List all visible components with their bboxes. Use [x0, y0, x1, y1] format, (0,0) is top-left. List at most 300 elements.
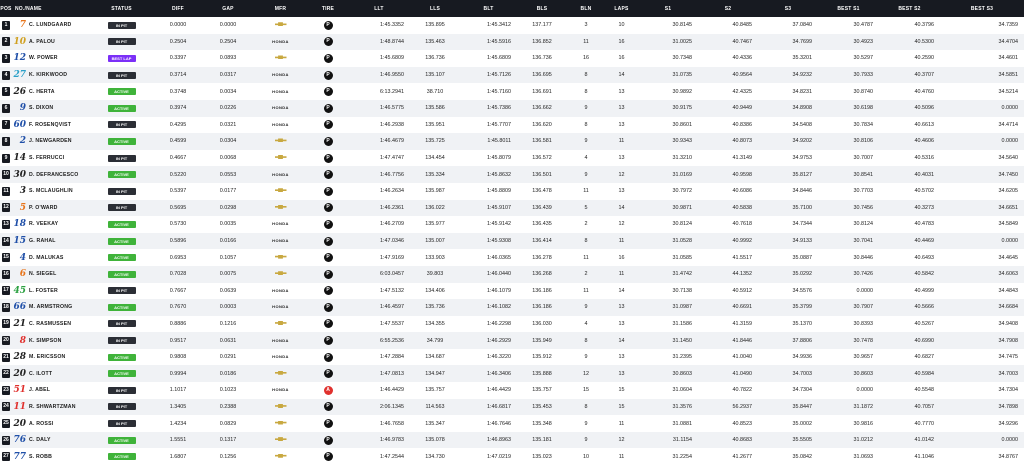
status-cell [90, 349, 153, 366]
sector1-cell: 30.8603 [672, 370, 692, 377]
best-sector1-cell: 30.7007 [853, 155, 873, 162]
status-badge: ACTIVE [108, 304, 136, 311]
gap-cell: 0.1216 [219, 320, 237, 327]
table-row[interactable] [0, 316, 1024, 333]
driver-name[interactable]: C. ILOTT [29, 370, 53, 377]
position-cell [0, 266, 12, 283]
gap-cell: 0.0321 [219, 121, 237, 128]
manufacturer-cell [253, 448, 308, 465]
sector2-cell: 40.4336 [732, 55, 752, 62]
driver-cell [12, 316, 90, 333]
diff-cell: 0.5397 [169, 188, 187, 195]
manufacturer-cell [253, 332, 308, 349]
position-cell [0, 316, 12, 333]
column-header-bls[interactable]: BLS [536, 5, 548, 12]
position-cell [0, 34, 12, 51]
table-row[interactable] [0, 67, 1024, 84]
primary-tire-icon: P [324, 21, 333, 30]
best-sector2-cell: 40.5300 [914, 38, 934, 45]
position-cell [0, 216, 12, 233]
driver-name[interactable]: M. ARMSTRONG [29, 304, 73, 311]
sector3-cell: 34.8446 [792, 188, 812, 195]
column-header-best-s1[interactable]: BEST S1 [837, 5, 860, 12]
best-sector3-cell: 34.4714 [998, 121, 1018, 128]
table-row[interactable] [0, 216, 1024, 233]
position-cell [0, 183, 12, 200]
tire-cell [308, 415, 348, 432]
status-cell [90, 117, 153, 134]
table-row[interactable] [0, 17, 1024, 34]
best-lap-time-cell: 1:47.0219 [487, 453, 511, 460]
table-row[interactable] [0, 283, 1024, 300]
driver-name[interactable]: S. MCLAUGHLIN [29, 188, 73, 195]
sector3-cell: 35.1370 [792, 320, 812, 327]
driver-name[interactable]: M. ERICSSON [29, 354, 66, 361]
sector2-cell: 40.8386 [732, 121, 752, 128]
column-header-pos[interactable]: POS [0, 5, 12, 12]
laps-cell: 11 [618, 238, 625, 245]
table-row[interactable] [0, 349, 1024, 366]
laps-cell: 13 [618, 354, 625, 361]
best-sector1-cell: 30.8124 [853, 221, 873, 228]
best-lap-time-cell: 1:45.8011 [487, 138, 511, 145]
driver-cell [12, 133, 90, 150]
sector1-cell: 30.8145 [672, 22, 692, 29]
position-badge: 9 [2, 154, 10, 163]
last-lap-time-cell: 1:47.9169 [380, 254, 404, 261]
column-header-blt[interactable]: BLT [483, 5, 494, 12]
tire-cell [308, 316, 348, 333]
best-lap-speed-cell: 136.572 [532, 155, 552, 162]
diff-cell: 0.7667 [169, 287, 187, 294]
position-cell [0, 17, 12, 34]
table-row[interactable] [0, 399, 1024, 416]
sector2-cell: 41.5517 [732, 254, 752, 261]
driver-name[interactable]: C. DALY [29, 437, 51, 444]
car-number: 77 [13, 451, 26, 462]
gap-cell: 0.0035 [219, 221, 237, 228]
best-sector1-cell: 31.1872 [853, 403, 873, 410]
table-row[interactable] [0, 117, 1024, 134]
position-badge: 20 [3, 337, 9, 344]
best-lap-number-cell: 9 [584, 304, 588, 311]
table-row[interactable] [0, 365, 1024, 382]
best-sector3-cell: 0.0000 [1001, 238, 1018, 245]
driver-name[interactable]: R. VEEKAY [29, 221, 59, 228]
table-row[interactable] [0, 83, 1024, 100]
sector3-cell: 35.8447 [792, 403, 812, 410]
diff-cell: 0.8886 [169, 320, 187, 327]
driver-name[interactable]: D. DEFRANCESCO [29, 171, 79, 178]
diff-cell: 0.4599 [169, 138, 187, 145]
sector1-cell: 31.3210 [672, 155, 692, 162]
sector2-cell: 40.8523 [732, 420, 752, 427]
driver-name[interactable]: L. FOSTER [29, 287, 58, 294]
best-lap-speed-cell: 135.888 [532, 370, 552, 377]
tire-cell [308, 50, 348, 67]
column-header-laps[interactable]: LAPS [614, 5, 629, 12]
driver-name[interactable]: C. HERTA [29, 88, 55, 95]
sector1-cell: 30.9892 [672, 88, 692, 95]
position-cell [0, 233, 12, 250]
driver-name[interactable]: D. MALUKAS [29, 254, 64, 261]
last-lap-time-cell: 1:46.4679 [380, 138, 404, 145]
diff-cell: 0.5896 [169, 238, 187, 245]
manufacturer-cell [253, 365, 308, 382]
tire-cell [308, 349, 348, 366]
tire-cell [308, 332, 348, 349]
position-badge: 25 [3, 420, 9, 427]
manufacturer-cell [253, 415, 308, 432]
table-row[interactable] [0, 299, 1024, 316]
laps-cell: 15 [618, 403, 625, 410]
best-sector3-cell: 34.7475 [998, 354, 1018, 361]
diff-cell: 0.3714 [169, 72, 187, 79]
gap-cell: 0.0829 [219, 420, 237, 427]
car-number: 9 [19, 103, 26, 114]
car-number: 14 [13, 153, 26, 164]
column-header-bln[interactable]: BLN [580, 5, 592, 12]
status-badge: IN PIT [108, 287, 136, 294]
column-header-gap[interactable]: GAP [222, 5, 234, 12]
table-row[interactable] [0, 249, 1024, 266]
best-lap-speed-cell: 136.620 [532, 121, 552, 128]
honda-logo: HONDA [272, 238, 289, 244]
driver-cell [12, 249, 90, 266]
laps-cell: 11 [618, 453, 625, 460]
best-lap-time-cell: 1:46.3406 [487, 370, 511, 377]
table-row[interactable] [0, 448, 1024, 465]
driver-name[interactable]: S. FERRUCCI [29, 155, 65, 162]
tire-cell [308, 448, 348, 465]
sector1-cell: 31.0585 [672, 254, 692, 261]
position-badge: 3 [2, 54, 10, 63]
best-sector3-cell: 34.7908 [998, 337, 1018, 344]
best-sector2-cell: 40.6990 [914, 337, 934, 344]
best-lap-number-cell: 12 [583, 370, 589, 377]
table-row[interactable] [0, 166, 1024, 183]
last-lap-time-cell: 1:47.4747 [380, 155, 404, 162]
chevrolet-bowtie-icon [275, 205, 287, 209]
best-sector2-cell: 40.5984 [914, 370, 934, 377]
table-row[interactable] [0, 332, 1024, 349]
table-row[interactable] [0, 150, 1024, 167]
laps-cell: 13 [618, 304, 625, 311]
tire-cell [308, 150, 348, 167]
best-lap-speed-cell: 136.691 [532, 88, 552, 95]
table-row[interactable] [0, 382, 1024, 399]
best-lap-time-cell: 1:45.9107 [487, 204, 511, 211]
diff-cell: 0.5695 [169, 204, 187, 211]
tire-cell [308, 432, 348, 449]
laps-cell: 12 [618, 221, 625, 228]
primary-tire-icon: P [324, 187, 333, 196]
driver-name[interactable]: C. RASMUSSEN [29, 320, 72, 327]
manufacturer-cell [253, 117, 308, 134]
status-cell [90, 332, 153, 349]
car-number: 3 [19, 186, 26, 197]
best-sector3-cell: 34.5849 [998, 221, 1018, 228]
chevrolet-bowtie-icon [275, 371, 287, 375]
sector3-cell: 35.5505 [792, 437, 812, 444]
driver-cell [12, 117, 90, 134]
status-badge: ACTIVE [108, 354, 136, 361]
laps-cell: 14 [618, 337, 625, 344]
best-lap-number-cell: 9 [584, 105, 588, 112]
honda-logo: HONDA [272, 387, 289, 393]
honda-logo: HONDA [272, 171, 289, 177]
driver-cell [12, 283, 90, 300]
best-lap-number-cell: 9 [584, 354, 588, 361]
status-badge: IN PIT [108, 72, 136, 79]
diff-cell: 0.7028 [169, 271, 187, 278]
column-header-best-s2[interactable]: BEST S2 [898, 5, 921, 12]
laps-cell: 13 [618, 188, 625, 195]
car-number: 8 [19, 335, 26, 346]
best-lap-number-cell: 2 [584, 221, 588, 228]
best-lap-time-cell: 1:45.8809 [487, 188, 511, 195]
best-sector2-cell: 40.4760 [914, 88, 934, 95]
sector2-cell: 40.9598 [732, 171, 752, 178]
best-lap-speed-cell: 136.501 [532, 171, 552, 178]
primary-tire-icon: P [324, 369, 333, 378]
laps-cell: 14 [618, 72, 625, 79]
best-lap-number-cell: 9 [584, 420, 588, 427]
manufacturer-cell [253, 233, 308, 250]
gap-cell: 0.2504 [219, 38, 237, 45]
manufacturer-cell [253, 67, 308, 84]
diff-cell: 0.6953 [169, 254, 187, 261]
table-row[interactable] [0, 415, 1024, 432]
table-row[interactable] [0, 34, 1024, 51]
gap-cell: 0.1317 [219, 437, 237, 444]
status-cell [90, 166, 153, 183]
driver-name[interactable]: K. KIRKWOOD [29, 72, 68, 79]
car-number: 20 [13, 368, 26, 379]
laps-cell: 16 [618, 55, 625, 62]
table-row[interactable] [0, 233, 1024, 250]
table-body [0, 17, 1024, 465]
best-lap-number-cell: 9 [584, 437, 588, 444]
status-cell [90, 316, 153, 333]
table-row[interactable] [0, 133, 1024, 150]
laps-cell: 13 [618, 121, 625, 128]
diff-cell: 0.5730 [169, 221, 187, 228]
best-sector1-cell: 31.0693 [853, 453, 873, 460]
best-sector3-cell: 34.6205 [998, 188, 1018, 195]
best-lap-time-cell: 1:46.1079 [487, 287, 511, 294]
table-row[interactable] [0, 432, 1024, 449]
driver-name[interactable]: F. ROSENQVIST [29, 121, 72, 128]
best-lap-time-cell: 1:45.7126 [487, 72, 511, 79]
position-cell [0, 67, 12, 84]
best-lap-time-cell: 1:46.7646 [487, 420, 511, 427]
driver-name[interactable]: S. ROBB [29, 453, 53, 460]
status-badge: ACTIVE [108, 105, 136, 112]
laps-cell: 11 [618, 420, 625, 427]
sector1-cell: 31.0025 [672, 38, 692, 45]
status-cell [90, 100, 153, 117]
column-header-mfr[interactable]: MFR [274, 5, 287, 12]
primary-tire-icon: P [324, 402, 333, 411]
best-sector2-cell: 40.4999 [914, 287, 934, 294]
last-lap-speed-cell: 135.007 [425, 238, 445, 245]
primary-tire-icon: P [324, 270, 333, 279]
position-cell [0, 382, 12, 399]
best-lap-number-cell: 11 [583, 38, 589, 45]
position-badge: 24 [3, 403, 9, 410]
sector2-cell: 40.7822 [732, 387, 752, 394]
driver-name[interactable]: A. ROSSI [29, 420, 54, 427]
table-row[interactable] [0, 50, 1024, 67]
car-number: 30 [13, 169, 26, 180]
chevrolet-bowtie-icon [275, 404, 287, 408]
driver-name[interactable]: K. SIMPSON [29, 337, 62, 344]
honda-logo: HONDA [272, 354, 289, 360]
status-cell [90, 415, 153, 432]
manufacturer-cell [253, 183, 308, 200]
status-badge: ACTIVE [108, 238, 136, 245]
table-row[interactable] [0, 100, 1024, 117]
table-row[interactable] [0, 183, 1024, 200]
column-header-s3[interactable]: S3 [784, 5, 792, 12]
best-sector3-cell: 34.4843 [998, 287, 1018, 294]
position-cell [0, 166, 12, 183]
primary-tire-icon: P [324, 170, 333, 179]
position-badge: 15 [3, 254, 9, 261]
sector3-cell: 35.3201 [792, 55, 812, 62]
sector2-cell: 41.3159 [732, 320, 752, 327]
sector2-cell: 40.8683 [732, 437, 752, 444]
best-sector3-cell: 34.7304 [998, 387, 1018, 394]
column-header-lls[interactable]: LLS [429, 5, 441, 12]
sector1-cell: 31.3576 [672, 403, 692, 410]
best-sector1-cell: 30.7041 [853, 238, 873, 245]
best-sector2-cell: 40.7057 [914, 403, 934, 410]
column-header-no-name[interactable]: NO./NAME [15, 5, 42, 12]
diff-cell: 0.3748 [169, 88, 187, 95]
sector1-cell: 31.0169 [672, 171, 692, 178]
driver-cell [12, 34, 90, 51]
driver-name[interactable]: S. DIXON [29, 105, 54, 112]
position-badge: 8 [2, 137, 10, 146]
position-cell [0, 150, 12, 167]
gap-cell: 0.1256 [219, 453, 237, 460]
best-sector2-cell: 40.5096 [914, 105, 934, 112]
gap-cell: 0.0298 [219, 204, 237, 211]
last-lap-speed-cell: 135.107 [425, 72, 445, 79]
best-sector3-cell: 34.4704 [998, 38, 1018, 45]
best-sector3-cell: 34.6063 [998, 271, 1018, 278]
best-lap-number-cell: 11 [583, 287, 589, 294]
column-header-best-s3[interactable]: BEST S3 [970, 5, 994, 12]
last-lap-time-cell: 2:06.1345 [380, 403, 404, 410]
driver-name[interactable]: N. SIEGEL [29, 271, 57, 278]
manufacturer-cell [253, 83, 308, 100]
gap-cell: 0.0317 [219, 72, 237, 79]
sector3-cell: 34.7304 [792, 387, 812, 394]
last-lap-time-cell: 1:46.2634 [380, 188, 404, 195]
status-cell [90, 365, 153, 382]
car-number: 5 [19, 202, 26, 213]
last-lap-speed-cell: 134.406 [425, 287, 445, 294]
position-cell [0, 448, 12, 465]
manufacturer-cell [253, 299, 308, 316]
status-cell [90, 17, 153, 34]
primary-tire-icon: P [324, 237, 333, 246]
driver-cell [12, 266, 90, 283]
best-sector2-cell: 40.5316 [914, 155, 934, 162]
best-lap-speed-cell: 135.023 [532, 453, 552, 460]
best-sector3-cell: 34.4645 [998, 254, 1018, 261]
driver-name[interactable]: G. RAHAL [29, 238, 56, 245]
manufacturer-cell [253, 349, 308, 366]
driver-name[interactable]: J. NEWGARDEN [29, 138, 72, 145]
sector2-cell: 40.9449 [732, 105, 752, 112]
sector2-cell: 41.0040 [732, 354, 752, 361]
primary-tire-icon: P [324, 54, 333, 63]
primary-tire-icon: P [324, 353, 333, 362]
driver-cell [12, 399, 90, 416]
car-number: 27 [13, 70, 26, 81]
best-sector1-cell: 30.8446 [853, 254, 873, 261]
column-header-s2[interactable]: S2 [724, 5, 732, 12]
sector3-cell: 34.9936 [792, 354, 812, 361]
driver-name[interactable]: R. SHWARTZMAN [29, 403, 76, 410]
honda-logo: HONDA [272, 38, 289, 44]
driver-name[interactable]: A. PALOU [29, 38, 55, 45]
sector3-cell: 37.0840 [792, 22, 812, 29]
status-cell [90, 50, 153, 67]
status-badge: IN PIT [108, 155, 136, 162]
column-header-tire[interactable]: TIRE [321, 5, 335, 12]
primary-tire-icon: P [324, 137, 333, 146]
table-row[interactable] [0, 200, 1024, 217]
manufacturer-cell [253, 166, 308, 183]
manufacturer-cell [253, 200, 308, 217]
sector2-cell: 40.5838 [732, 204, 752, 211]
column-header-s1[interactable]: S1 [664, 5, 672, 12]
laps-cell: 13 [618, 88, 625, 95]
primary-tire-icon: P [324, 436, 333, 445]
position-badge: 2 [2, 37, 10, 46]
column-header-llt[interactable]: LLT [374, 5, 384, 12]
best-sector1-cell: 30.6198 [853, 105, 873, 112]
best-lap-number-cell: 8 [584, 403, 588, 410]
driver-cell [12, 50, 90, 67]
laps-cell: 14 [618, 287, 625, 294]
column-header-status[interactable]: STATUS [111, 5, 132, 12]
tire-cell [308, 17, 348, 34]
driver-name[interactable]: C. LUNDGAARD [29, 22, 72, 29]
gap-cell: 0.0000 [219, 22, 237, 29]
car-number: 7 [19, 20, 26, 31]
best-lap-speed-cell: 137.177 [532, 22, 552, 29]
driver-name[interactable]: W. POWER [29, 55, 58, 62]
primary-tire-icon: P [324, 253, 333, 262]
position-cell [0, 432, 12, 449]
tire-cell [308, 299, 348, 316]
best-sector1-cell: 30.8541 [853, 171, 873, 178]
diff-cell: 1.3405 [169, 403, 187, 410]
column-header-diff[interactable]: DIFF [172, 5, 184, 12]
driver-name[interactable]: P. O'WARD [29, 204, 58, 211]
table-row[interactable] [0, 266, 1024, 283]
driver-name[interactable]: J. ABEL [29, 387, 51, 394]
sector2-cell: 40.8073 [732, 138, 752, 145]
best-sector3-cell: 0.0000 [1001, 138, 1018, 145]
last-lap-time-cell: 1:47.5537 [380, 320, 404, 327]
